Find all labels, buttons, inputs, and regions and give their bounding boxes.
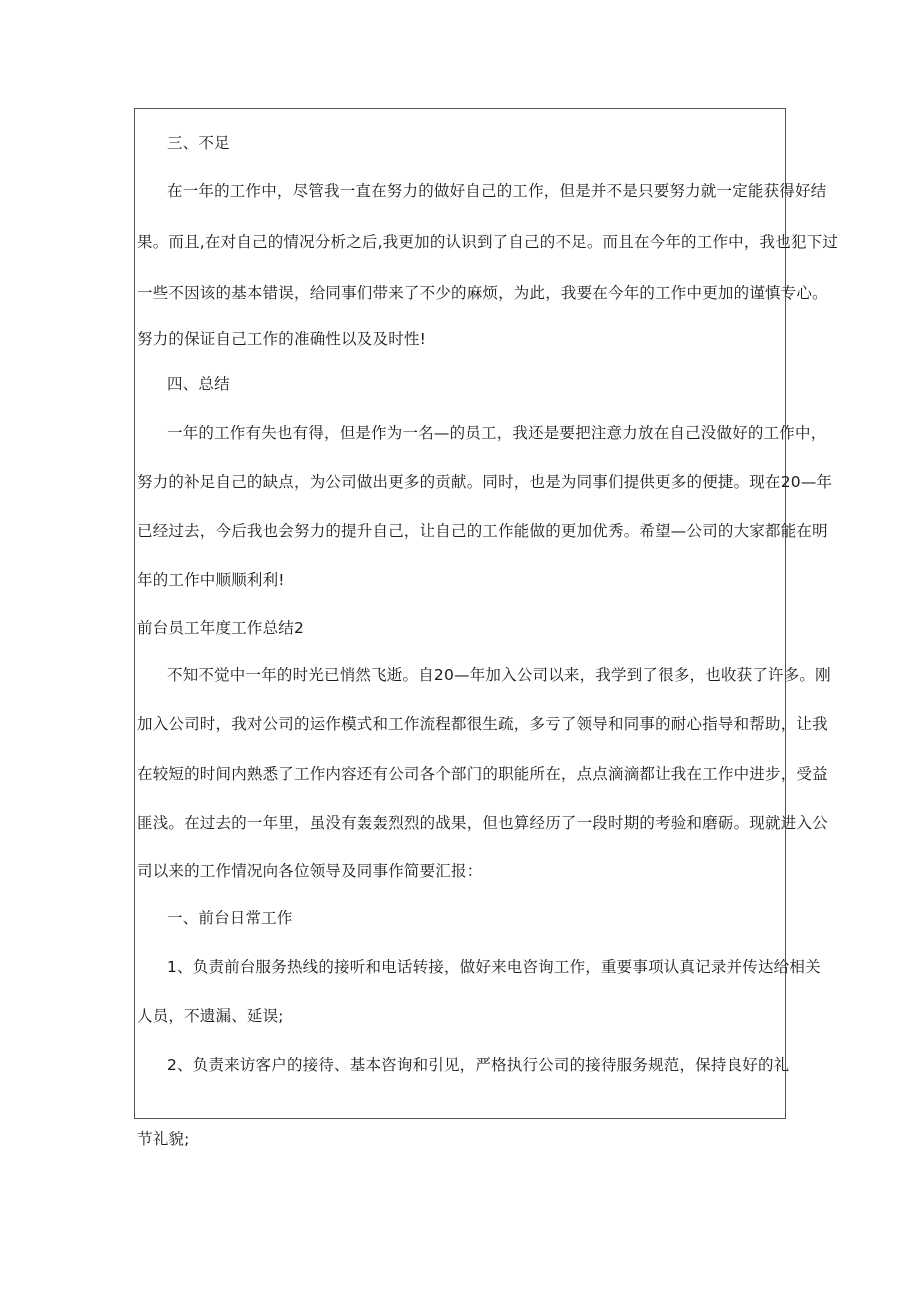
section-heading-shortcomings: 三、不足 [167, 134, 230, 152]
paragraph-line: 年的工作中顺顺利利! [137, 571, 285, 589]
paragraph-line: 努力的保证自己工作的准确性以及及时性! [137, 330, 427, 348]
list-item-line: 2、负责来访客户的接待、基本咨询和引见，严格执行公司的接待服务规范，保持良好的礼 [167, 1056, 790, 1074]
section-heading-summary: 四、总结 [167, 375, 230, 393]
list-item-line: 节礼貌; [137, 1130, 190, 1148]
paragraph-line: 一些不因该的基本错误，给同事们带来了不少的麻烦，为此，我要在今年的工作中更加的谨慎专心。 [137, 284, 828, 302]
paragraph-line: 加入公司时，我对公司的运作模式和工作流程都很生疏，多亏了领导和同事的耐心指导和帮助，让我 [137, 715, 828, 733]
paragraph-line: 一年的工作有失也有得，但是作为一名—的员工，我还是要把注意力放在自己没做好的工作中， [167, 424, 827, 442]
paragraph-line: 不知不觉中一年的时光已悄然飞逝。自20—年加入公司以来，我学到了很多，也收获了许多。刚 [167, 666, 831, 684]
paragraph-line: 果。而且,在对自己的情况分析之后,我更加的认识到了自己的不足。而且在今年的工作中，我也犯下过 [137, 233, 839, 251]
section-heading-daily-work: 一、前台日常工作 [167, 909, 293, 927]
paragraph-line: 在较短的时间内熟悉了工作内容还有公司各个部门的职能所在，点点滴滴都让我在工作中进步，受益 [137, 765, 828, 783]
document-title: 前台员工年度工作总结2 [137, 619, 305, 637]
paragraph-line: 努力的补足自己的缺点，为公司做出更多的贡献。同时，也是为同事们提供更多的便捷。现在20—年 [137, 473, 833, 491]
list-item-line: 1、负责前台服务热线的接听和电话转接，做好来电咨询工作，重要事项认真记录并传达给相关 [167, 958, 821, 976]
paragraph-line: 已经过去，今后我也会努力的提升自己，让自己的工作能做的更加优秀。希望—公司的大家都能在明 [137, 522, 828, 540]
list-item-line: 人员，不遗漏、延误; [137, 1007, 284, 1025]
paragraph-line: 在一年的工作中，尽管我一直在努力的做好自己的工作，但是并不是只要努力就一定能获得好结 [167, 182, 827, 200]
paragraph-line: 匪浅。在过去的一年里，虽没有轰轰烈烈的战果，但也算经历了一段时期的考验和磨砺。现就进入公 [137, 814, 828, 832]
paragraph-line: 司以来的工作情况向各位领导及同事作简要汇报： [137, 862, 483, 880]
